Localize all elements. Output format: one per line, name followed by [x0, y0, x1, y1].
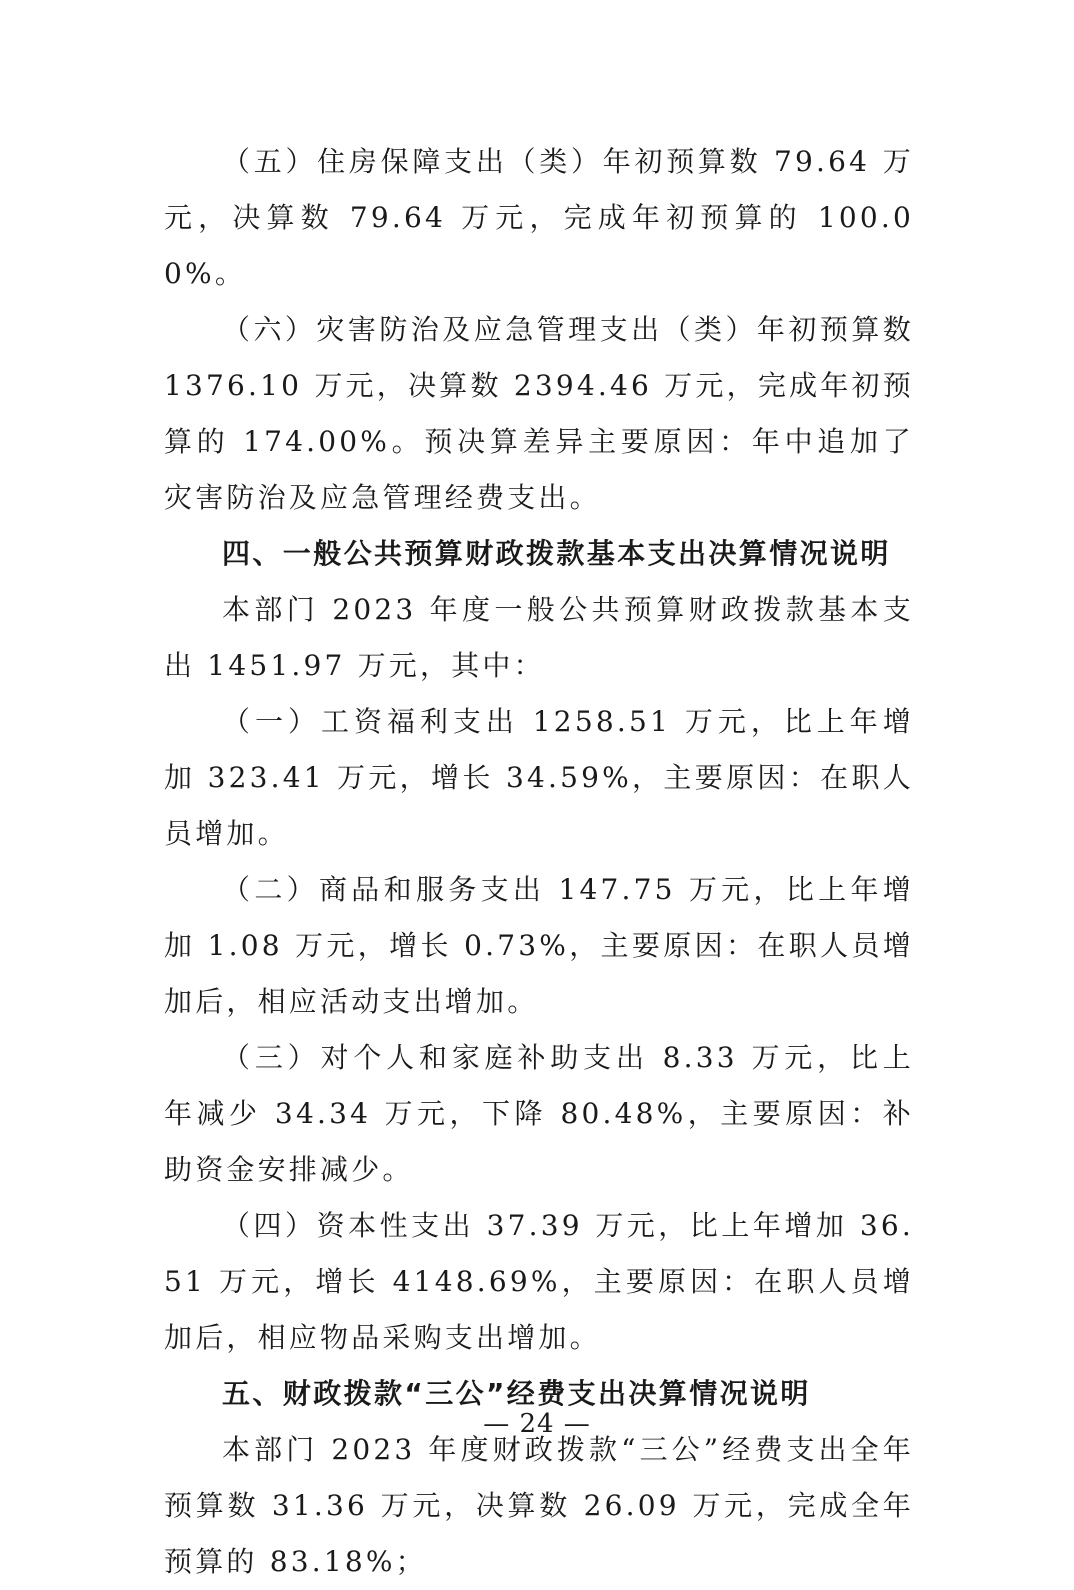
section-heading-four: 四、一般公共预算财政拨款基本支出决算情况说明	[222, 537, 891, 570]
section-heading-five: 五、财政拨款“三公”经费支出决算情况说明	[222, 1377, 811, 1410]
paragraph-three-public-expenses: 本部门 2023 年度财政拨款“三公”经费支出全年预算数 31.36 万元，决算数 26.09 万元，完成全年预算的 83.18%；	[164, 1433, 914, 1578]
document-body	[164, 134, 914, 1590]
paragraph-disaster-expenditure: （六）灾害防治及应急管理支出（类）年初预算数 1376.10 万元，决算数 2394.46 万元，完成年初预算的 174.00%。预决算差异主要原因：年中追加了灾害防治及应急管理经费支出。	[164, 313, 914, 514]
paragraph-housing-expenditure: （五）住房保障支出（类）年初预算数 79.64 万元，决算数 79.64 万元，完成年初预算的 100.00%。	[164, 145, 914, 290]
paragraph-goods-services: （二）商品和服务支出 147.75 万元，比上年增加 1.08 万元，增长 0.73%，主要原因：在职人员增加后，相应活动支出增加。	[164, 873, 914, 1018]
paragraph-personal-family-subsidy: （三）对个人和家庭补助支出 8.33 万元，比上年减少 34.34 万元，下降 80.48%，主要原因：补助资金安排减少。	[164, 1041, 914, 1186]
paragraph-basic-expenditure-total: 本部门 2023 年度一般公共预算财政拨款基本支出 1451.97 万元，其中：	[164, 593, 914, 682]
paragraph-capital-expenditure: （四）资本性支出 37.39 万元，比上年增加 36.51 万元，增长 4148.69%，主要原因：在职人员增加后，相应物品采购支出增加。	[164, 1209, 914, 1354]
paragraph-salary-welfare: （一）工资福利支出 1258.51 万元，比上年增加 323.41 万元，增长 34.59%，主要原因：在职人员增加。	[164, 705, 914, 850]
page-number: — 24 —	[483, 1409, 591, 1439]
